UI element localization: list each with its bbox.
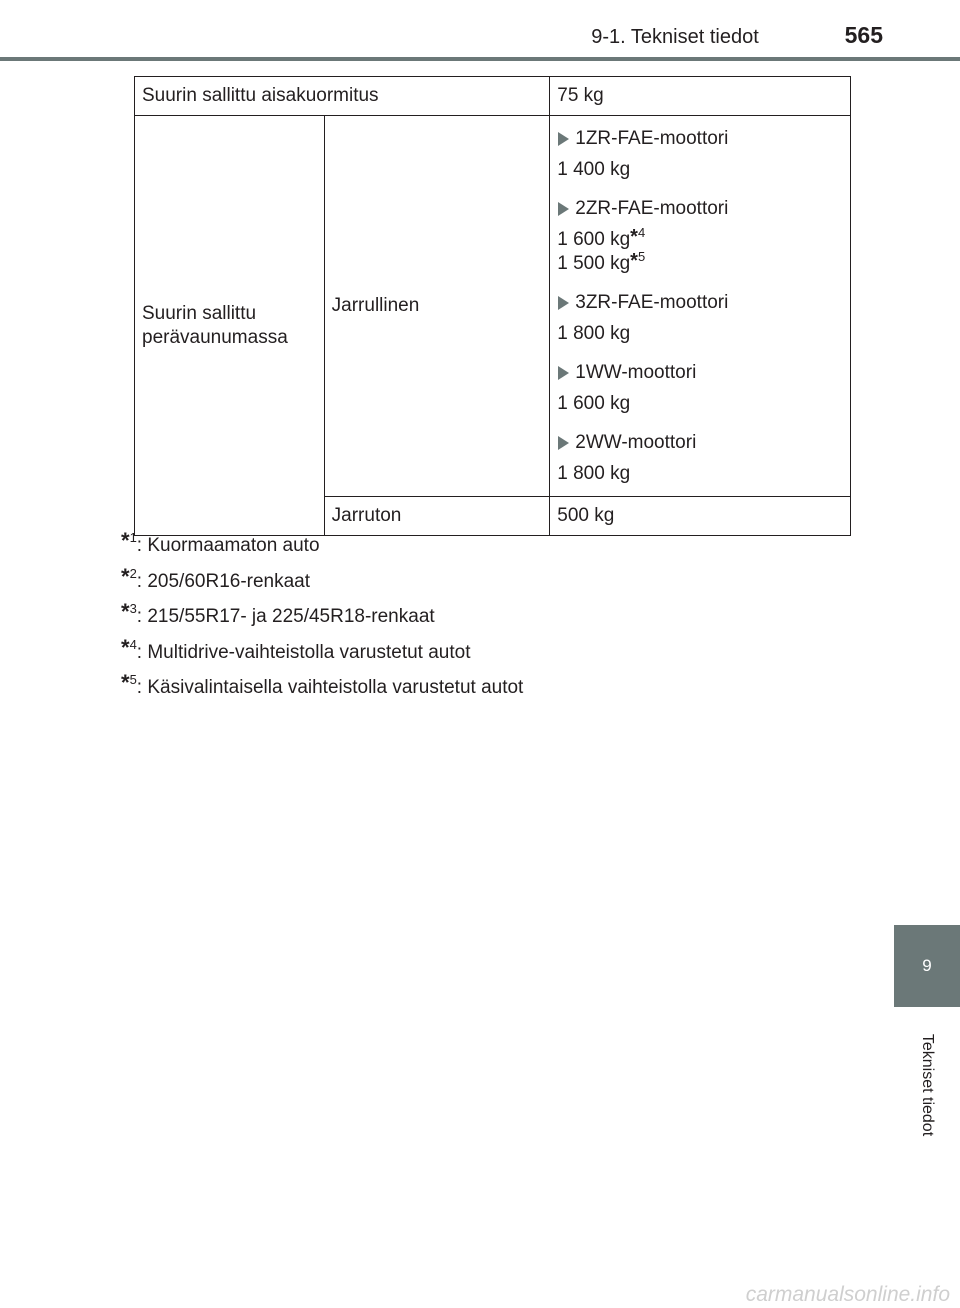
footnote-text: : Kuormaamaton auto: [136, 535, 320, 556]
arrow-right-icon: [558, 296, 569, 310]
asterisk-icon: *: [121, 563, 130, 589]
footnote: [121, 528, 771, 570]
footnote-number: 5: [129, 672, 137, 687]
page-number: 565: [844, 22, 883, 48]
footnote: [121, 563, 771, 606]
asterisk-icon: *: [121, 599, 130, 624]
engine-weight: 1 800 kg: [557, 323, 631, 344]
arrow-right-icon: [558, 436, 569, 450]
footnote-ref: 4: [637, 225, 646, 240]
header-divider: [0, 57, 960, 61]
towing-spec-table: [134, 76, 851, 536]
asterisk-icon: *: [121, 634, 130, 660]
asterisk-icon: *: [121, 528, 130, 553]
footnote-text: : 205/60R16-renkaat: [136, 570, 311, 592]
table-cell-engine-list: [550, 116, 851, 497]
footnote: [121, 634, 771, 677]
footnote-ref: 5: [637, 249, 646, 264]
footnote-number: 3: [129, 601, 137, 616]
engine-weight: 1 400 kg: [557, 159, 631, 180]
table-cell-sublabel: Jarruton: [324, 497, 550, 536]
engine-entry: [557, 431, 843, 486]
footnote: [121, 599, 771, 641]
chapter-tab-label: [894, 1020, 960, 1150]
arrow-right-icon: [558, 202, 569, 216]
engine-weight: 1 500 kg*$^5$: [557, 249, 646, 274]
engine-weight: 1 600 kg: [557, 393, 631, 414]
engine-name: 3ZR-FAE-moottori: [575, 292, 729, 313]
arrow-right-icon: [558, 366, 569, 380]
table-cell-value: 75 kg: [550, 77, 851, 116]
chapter-tab[interactable]: [894, 925, 960, 1007]
footnote-number: 1: [129, 530, 137, 545]
table-row: [135, 116, 851, 497]
table-cell-label: Suurin sallittu aisakuormitus: [135, 77, 550, 116]
table-row: [135, 77, 851, 116]
engine-name: 1ZR-FAE-moottori: [575, 128, 729, 149]
asterisk-icon: *: [630, 226, 638, 248]
footnote-number: 4: [129, 636, 137, 652]
watermark: carmanualsonline.info: [745, 1283, 950, 1306]
footnote: [121, 670, 771, 712]
table-cell-value: 500 kg: [550, 497, 851, 536]
footnote-text: : Käsivalintaisella vaihteistolla varustetut autot: [136, 677, 524, 698]
asterisk-icon: *: [630, 250, 638, 272]
footnote-text: : 215/55R17- ja 225/45R18-renkaat: [136, 606, 435, 627]
footnote-number: 2: [129, 565, 137, 581]
engine-entry: [557, 197, 843, 276]
engine-entry: [557, 361, 843, 416]
engine-entry: [557, 127, 843, 182]
engine-name: 2WW-moottori: [575, 432, 697, 453]
engine-name: 1WW-moottori: [575, 362, 697, 383]
chapter-number: 9: [922, 956, 932, 975]
footnote-text: : Multidrive-vaihteistolla varustetut autot: [136, 641, 471, 663]
engine-weight: 1 600 kg*$^4$: [557, 225, 646, 250]
footnotes: [121, 528, 771, 712]
table-cell-label: Suurin sallittu perävaunumassa: [135, 116, 325, 536]
arrow-right-icon: [558, 132, 569, 146]
table-cell-sublabel: Jarrullinen: [324, 116, 550, 497]
engine-name: 2ZR-FAE-moottori: [575, 198, 729, 219]
section-title: 9-1. Tekniset tiedot: [591, 26, 759, 48]
engine-entry: [557, 291, 843, 346]
engine-weight: 1 800 kg: [557, 463, 631, 484]
chapter-title: Tekniset tiedot: [919, 1033, 936, 1137]
asterisk-icon: *: [121, 670, 130, 695]
